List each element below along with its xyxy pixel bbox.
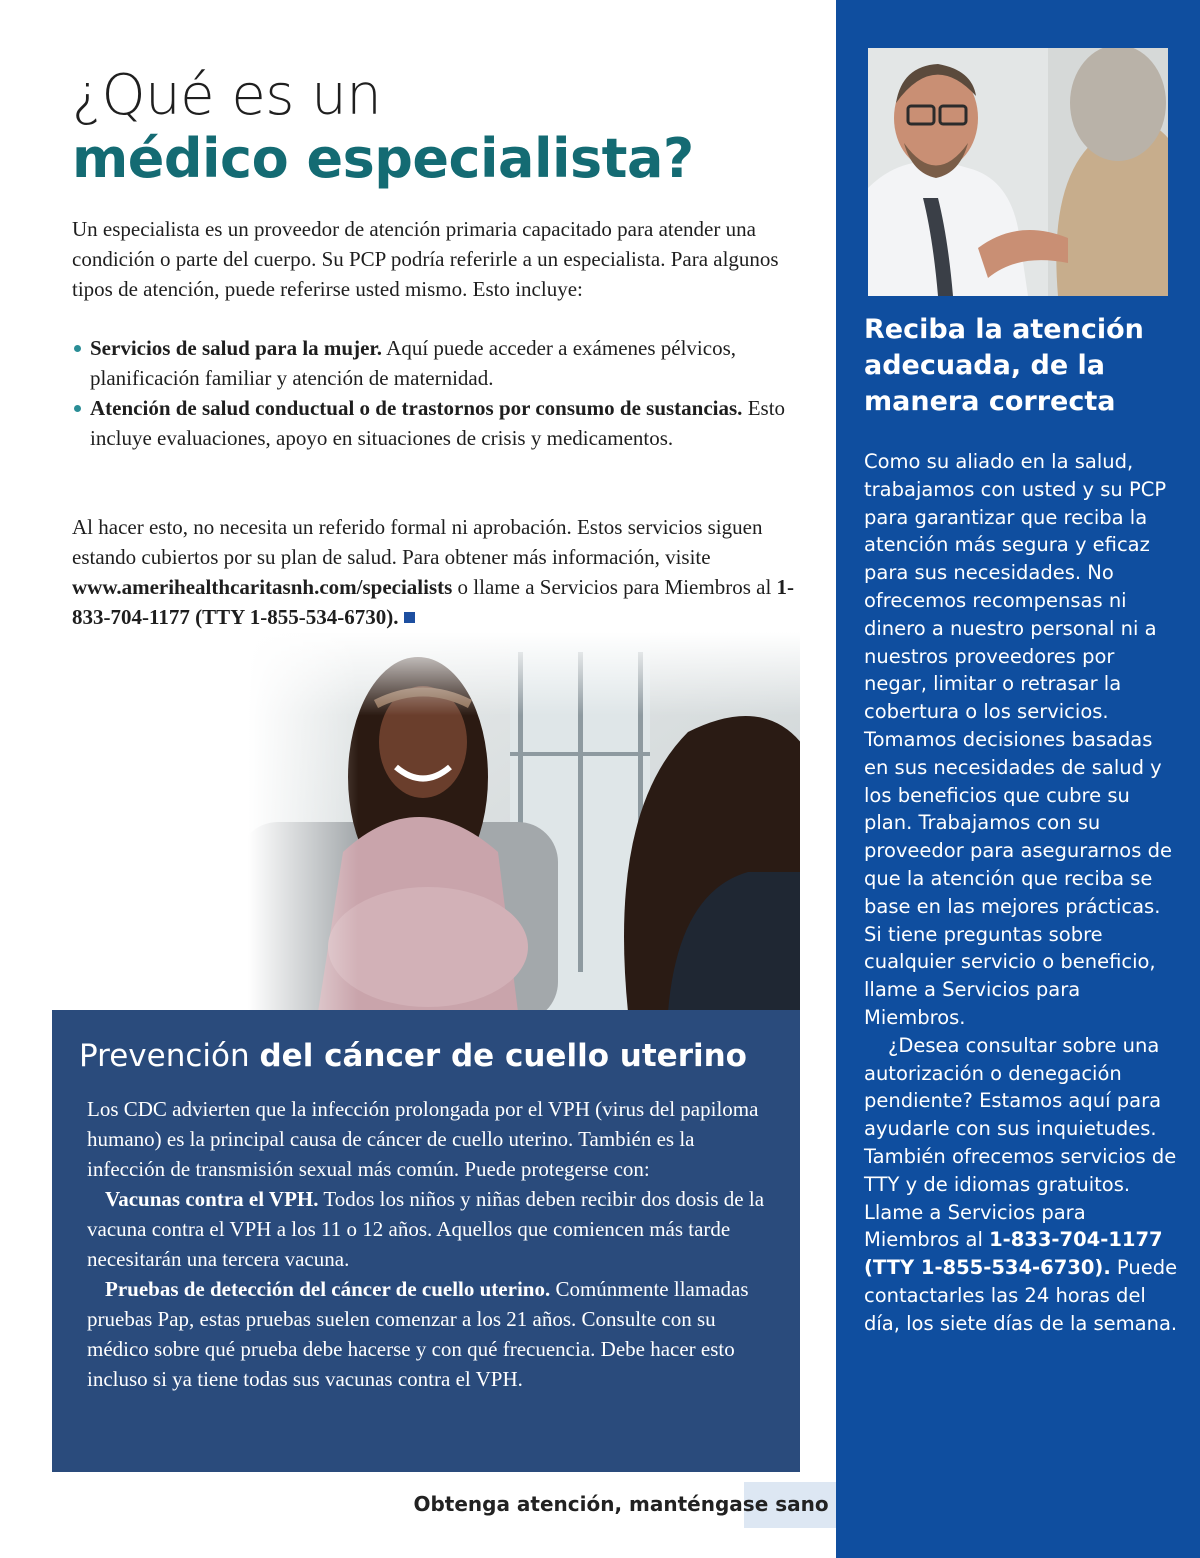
info-text: Al hacer esto, no necesita un referido formal ni aprobación. Estos servicios siguen estando cubiertos por su plan de salud. Para obtener más información, visite: [72, 515, 763, 569]
sidebar: [836, 0, 1200, 1558]
cancer-title-light: Prevención: [79, 1038, 250, 1074]
bullet-dot: [74, 405, 81, 412]
sidebar-para-2-end: Puede contactarles las 24 horas del día, los siete días de la semana.: [864, 1256, 1178, 1335]
cancer-box-title: [79, 1038, 747, 1074]
title-line-1: ¿Qué es un: [72, 63, 382, 128]
specialists-url[interactable]: www.amerihealthcaritasnh.com/specialists: [72, 575, 453, 599]
cancer-intro: Los CDC advierten que la infección prolongada por el VPH (virus del papiloma humano) es la principal causa de cáncer de cuello uterino. También es la infección de transmisión sexual más común. Puede protegerse con:: [87, 1097, 759, 1181]
cervical-cancer-box: [52, 1010, 800, 1472]
sidebar-para-1: Como su aliado en la salud, trabajamos con usted y su PCP para garantizar que reciba la atención más segura y eficaz para sus necesidades. No ofrecemos recompensas ni dinero a nuestro personal ni a nuestros proveedores por negar, limitar o retrasar la cobertura o los servicios. Tomamos decisiones basadas en sus necesidades de salud y los beneficios que cubre su plan. Trabajamos con su proveedor para asegurarnos de que la atención que reciba se base en las mejores prácticas. Si tiene preguntas sobre cualquier servicio o beneficio, llame a Servicios para Miembros.: [864, 450, 1172, 1029]
list-item: [72, 333, 802, 393]
sidebar-phone: 1-833-704-1177 (TTY 1-855-534-6730).: [864, 1228, 1163, 1280]
publication-name: Obtenga atención, manténgase sano: [413, 1492, 829, 1516]
doctor-photo: [868, 48, 1168, 296]
info-text-mid: o llame a Servicios para Miembros al: [452, 575, 777, 599]
bullet-dot: [74, 345, 81, 352]
list-item: [72, 393, 802, 453]
list-item-text: Esto incluye evaluaciones, apoyo en situaciones de crisis y medicamentos.: [90, 396, 786, 450]
cancer-box-text: [87, 1094, 777, 1394]
screening-text: Comúnmente llamadas pruebas Pap, estas pruebas suelen comenzar a los 21 años. Consulte con su médico sobre qué prueba debe hacerse y con qué frecuencia. Debe hacer esto incluso si ya tiene todas sus vacunas contra el VPH.: [87, 1277, 749, 1391]
pregnant-woman-photo: [248, 632, 800, 1012]
end-mark-icon: [404, 612, 415, 623]
sidebar-text: [864, 448, 1182, 1338]
article-title: [72, 63, 694, 190]
intro-paragraph: Un especialista es un proveedor de atención primaria capacitado para atender una condición o parte del cuerpo. Su PCP podría referirle a un especialista. Para algunos tipos de atención, puede referirse usted mismo. Esto incluye:: [72, 217, 779, 301]
services-list: [72, 333, 802, 453]
list-item-bold: Servicios de salud para la mujer.: [90, 336, 383, 360]
hpv-vaccines-heading: Vacunas contra el VPH.: [105, 1187, 319, 1211]
list-item-bold: Atención de salud conductual o de trastornos por consumo de sustancias.: [90, 396, 743, 420]
list-item-text: Aquí puede acceder a exámenes pélvicos, planificación familiar y atención de maternidad.: [90, 336, 736, 390]
member-services-phone: 1-833-704-1177 (TTY 1-855-534-6730).: [72, 575, 795, 629]
sidebar-para-2: ¿Desea consultar sobre una autorización o denegación pendiente? Estamos aquí para ayudarle con sus inquietudes. También ofrecemos servicios de TTY y de idiomas gratuitos. Llame a Servicios para Miembros al: [864, 1033, 1177, 1252]
hpv-vaccines-text: Todos los niños y niñas deben recibir dos dosis de la vacuna contra el VPH a los 11 o 12 años. Aquellos que comiencen más tarde necesitarán una tercera vacuna.: [87, 1187, 765, 1271]
info-paragraph: [72, 512, 812, 632]
screening-heading: Pruebas de detección del cáncer de cuello uterino.: [105, 1277, 551, 1301]
sidebar-heading: Reciba la atención adecuada, de la manera correcta: [864, 314, 1144, 417]
title-line-2: médico especialista?: [72, 127, 694, 190]
cancer-title-bold: del cáncer de cuello uterino: [259, 1038, 747, 1074]
